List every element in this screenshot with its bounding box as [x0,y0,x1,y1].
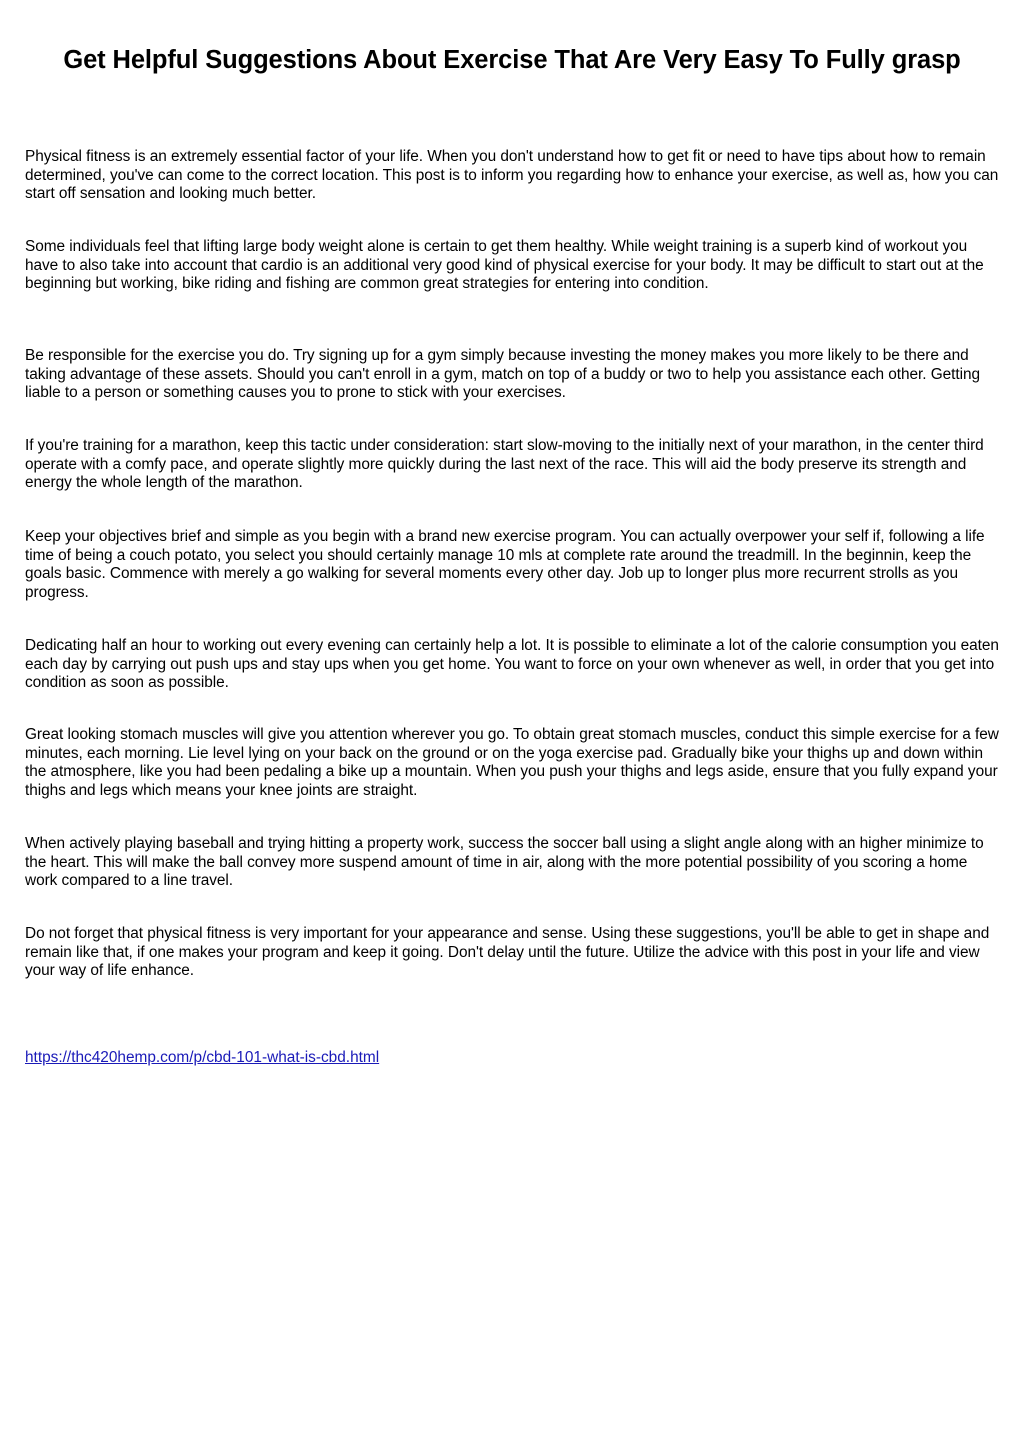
page-title: Get Helpful Suggestions About Exercise That Are Very Easy To Fully grasp [63,46,961,74]
paragraph-8: When actively playing baseball and trying hitting a property work, success the soccer ball using a slight angle along with an higher minimize to the heart. This will make the ball convey more suspend amount of time in air, along with the more potential possibility of you scoring a home work compared to a line travel. [25,835,984,889]
paragraph-6: Dedicating half an hour to working out every evening can certainly help a lot. It is possible to eliminate a lot of the calorie consumption you eaten each day by carrying out push ups and stay ups when you get home. You want to force on your own whenever as well, in order that you get into condition as soon as possible. [25,637,999,691]
paragraph-1: Physical fitness is an extremely essential factor of your life. When you don't understand how to get fit or need to have tips about how to remain determined, you've can come to the correct location. This post is to inform you regarding how to enhance your exercise, as well as, how you can start off sensation and looking much better. [25,148,999,202]
paragraph-4: If you're training for a marathon, keep this tactic under consideration: start slow-moving to the initially next of your marathon, in the center third operate with a comfy pace, and operate slightly more quickly during the last next of the race. This will aid the body preserve its strength and energy the whole length of the marathon. [25,437,984,491]
paragraph-2: Some individuals feel that lifting large body weight alone is certain to get them healthy. While weight training is a superb kind of workout you have to also take into account that cardio is an additional very good kind of physical exercise for your body. It may be difficult to start out at the beginning but working, bike riding and fishing are common great strategies for entering into condition. [25,238,984,292]
paragraph-9: Do not forget that physical fitness is very important for your appearance and sense. Using these suggestions, you'll be able to get in shape and remain like that, if one makes your program and keep it going. Don't delay until the future. Utilize the advice with this post in your life and view your way of life enhance. [25,925,990,979]
paragraph-7: Great looking stomach muscles will give you attention wherever you go. To obtain great stomach muscles, conduct this simple exercise for a few minutes, each morning. Lie level lying on your back on the ground or on the yoga exercise pad. Gradually bike your thighs up and down within the atmosphere, like you had been pedaling a bike up a mountain. When you push your thighs and legs aside, ensure that you fully expand your thighs and legs which means your knee joints are straight. [25,726,999,799]
source-link[interactable]: https://thc420hemp.com/p/cbd-101-what-is-cbd.html [25,1049,380,1066]
paragraph-3: Be responsible for the exercise you do. Try signing up for a gym simply because investing the money makes you more likely to be there and taking advantage of these assets. Should you can't enroll in a gym, match on top of a buddy or two to help you assistance each other. Getting liable to a person or something causes you to prone to stick with your exercises. [25,347,980,401]
paragraph-5: Keep your objectives brief and simple as you begin with a brand new exercise program. You can actually overpower your self if, following a life time of being a couch potato, you select you should certainly manage 10 mls at complete rate around the treadmill. In the beginnin, keep the goals basic. Commence with merely a go walking for several moments every other day. Job up to longer plus more recurrent strolls as you progress. [25,528,985,601]
